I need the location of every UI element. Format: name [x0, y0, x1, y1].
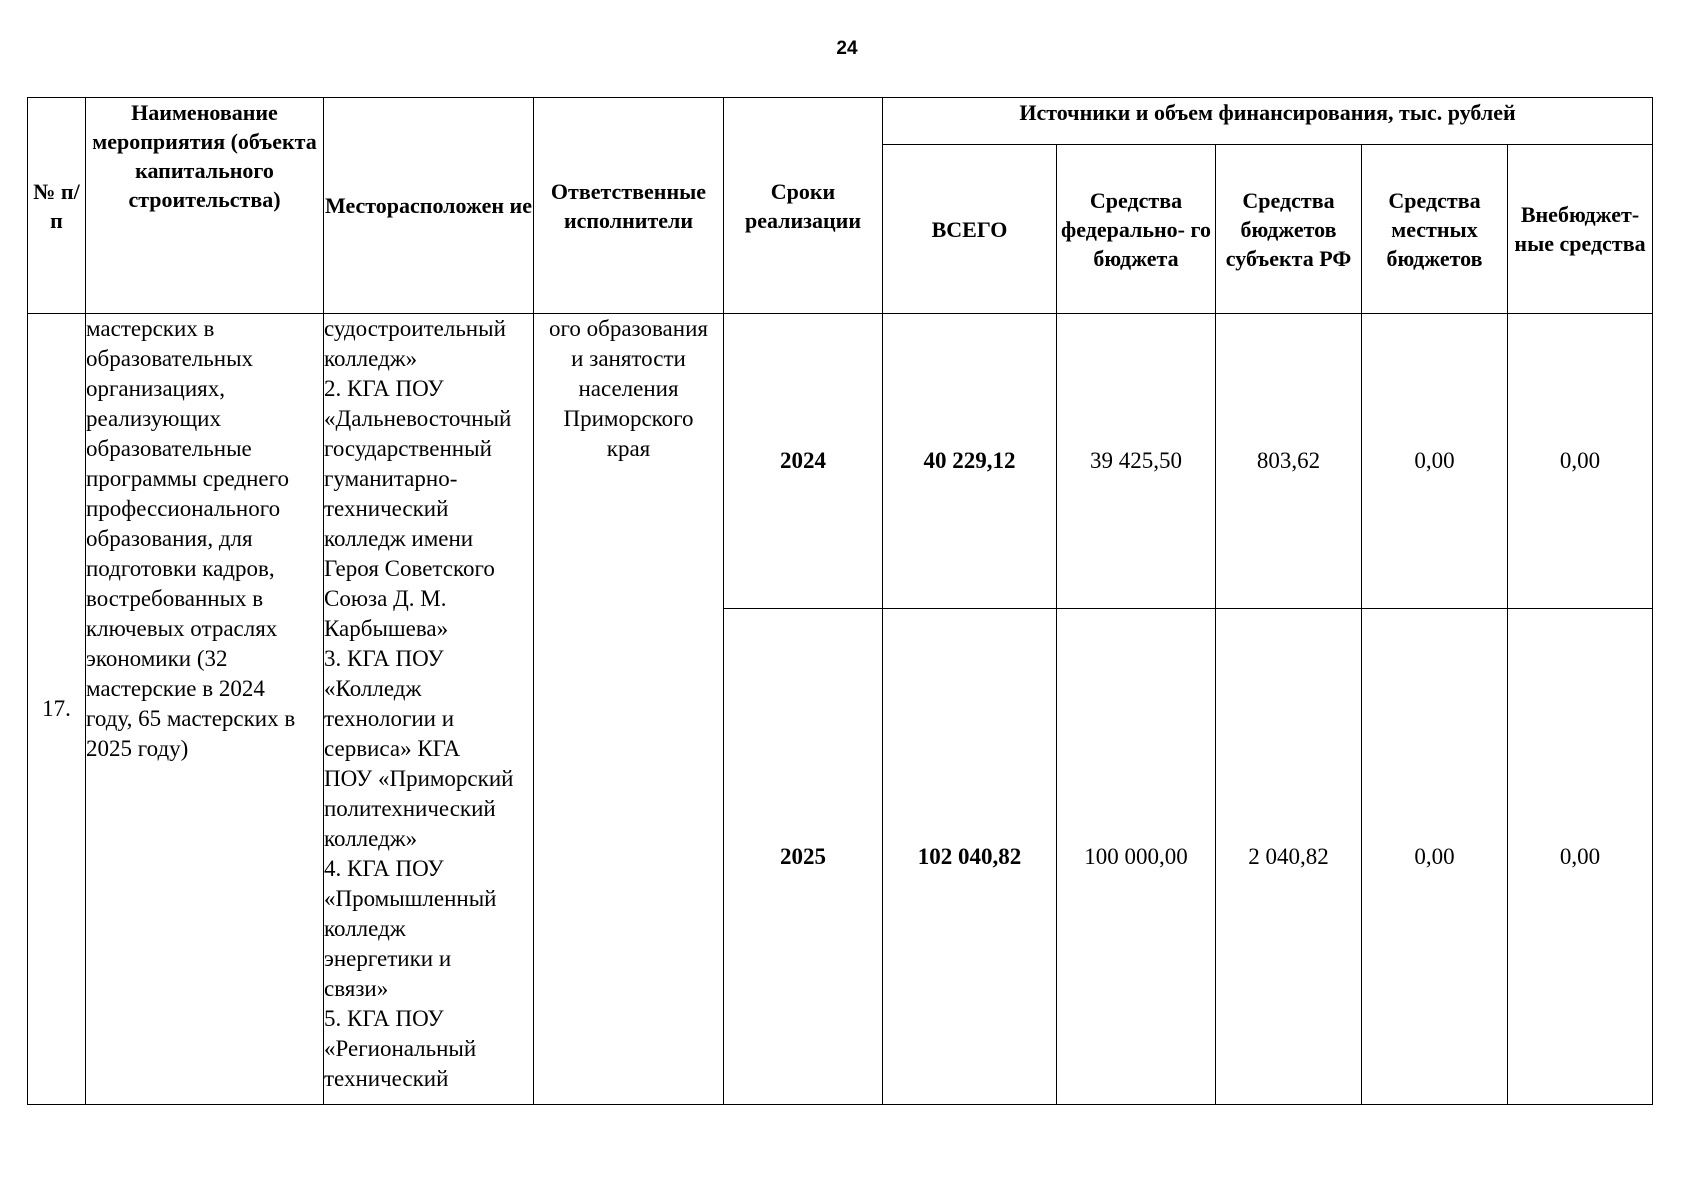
header-responsible: Ответственные исполнители — [534, 98, 724, 314]
row-name — [86, 314, 324, 1105]
local-2024: 0,00 — [1362, 314, 1508, 609]
page-number: 24 — [836, 38, 858, 59]
federal-2024: 39 425,50 — [1057, 314, 1216, 609]
header-federal: Средства федерально- го бюджета — [1057, 145, 1216, 314]
period-2025: 2025 — [724, 609, 883, 1105]
header-extrabudget: Внебюджет- ные средства — [1508, 145, 1653, 314]
total-2024: 40 229,12 — [883, 314, 1057, 609]
row-location-text: судостроительный колледж» 2. КГА ПОУ «Дальневосточный государственный гуманитарно- технический колледж имени Героя Советского Союза Д. М. Карбышева» 3. КГА ПОУ «Колледж технологии и сервиса» КГА ПОУ «Приморский политехнический колледж» 4. КГА ПОУ «Промышленный колледж энергетики и связи» 5. КГА ПОУ «Региональный технический — [324, 316, 514, 1091]
header-period: Сроки реализации — [724, 98, 883, 314]
regional-2025: 2 040,82 — [1216, 609, 1362, 1105]
row-number: 17. — [28, 314, 86, 1105]
total-2025: 102 040,82 — [883, 609, 1057, 1105]
row-responsible-text: ого образования и занятости населения Приморского края — [549, 316, 708, 461]
local-2025: 0,00 — [1362, 609, 1508, 1105]
federal-2025: 100 000,00 — [1057, 609, 1216, 1105]
header-location: Месторасположен ие — [324, 98, 534, 314]
row-responsible — [534, 314, 724, 1105]
header-funding-group: Источники и объем финансирования, тыс. рублей — [883, 98, 1653, 145]
header-total: ВСЕГО — [883, 145, 1057, 314]
row-location — [324, 314, 534, 1105]
header-regional: Средства бюджетов субъекта РФ — [1216, 145, 1362, 314]
table-row — [28, 314, 1653, 609]
row-name-text: мастерских в образовательных организациях, реализующих образовательные программы среднего профессионального образования, для подготовки кадров, востребованных в ключевых отраслях экономики (32 мастерские в 2024 году, 65 мастерских в 2025 году) — [86, 316, 296, 761]
funding-table — [27, 97, 1653, 1105]
header-num: № п/п — [28, 98, 86, 314]
regional-2024: 803,62 — [1216, 314, 1362, 609]
extrabudget-2024: 0,00 — [1508, 314, 1653, 609]
header-row-1 — [28, 98, 1653, 145]
extrabudget-2025: 0,00 — [1508, 609, 1653, 1105]
header-local: Средства местных бюджетов — [1362, 145, 1508, 314]
header-name: Наименование мероприятия (объекта капитального строительства) — [86, 98, 324, 314]
period-2024: 2024 — [724, 314, 883, 609]
